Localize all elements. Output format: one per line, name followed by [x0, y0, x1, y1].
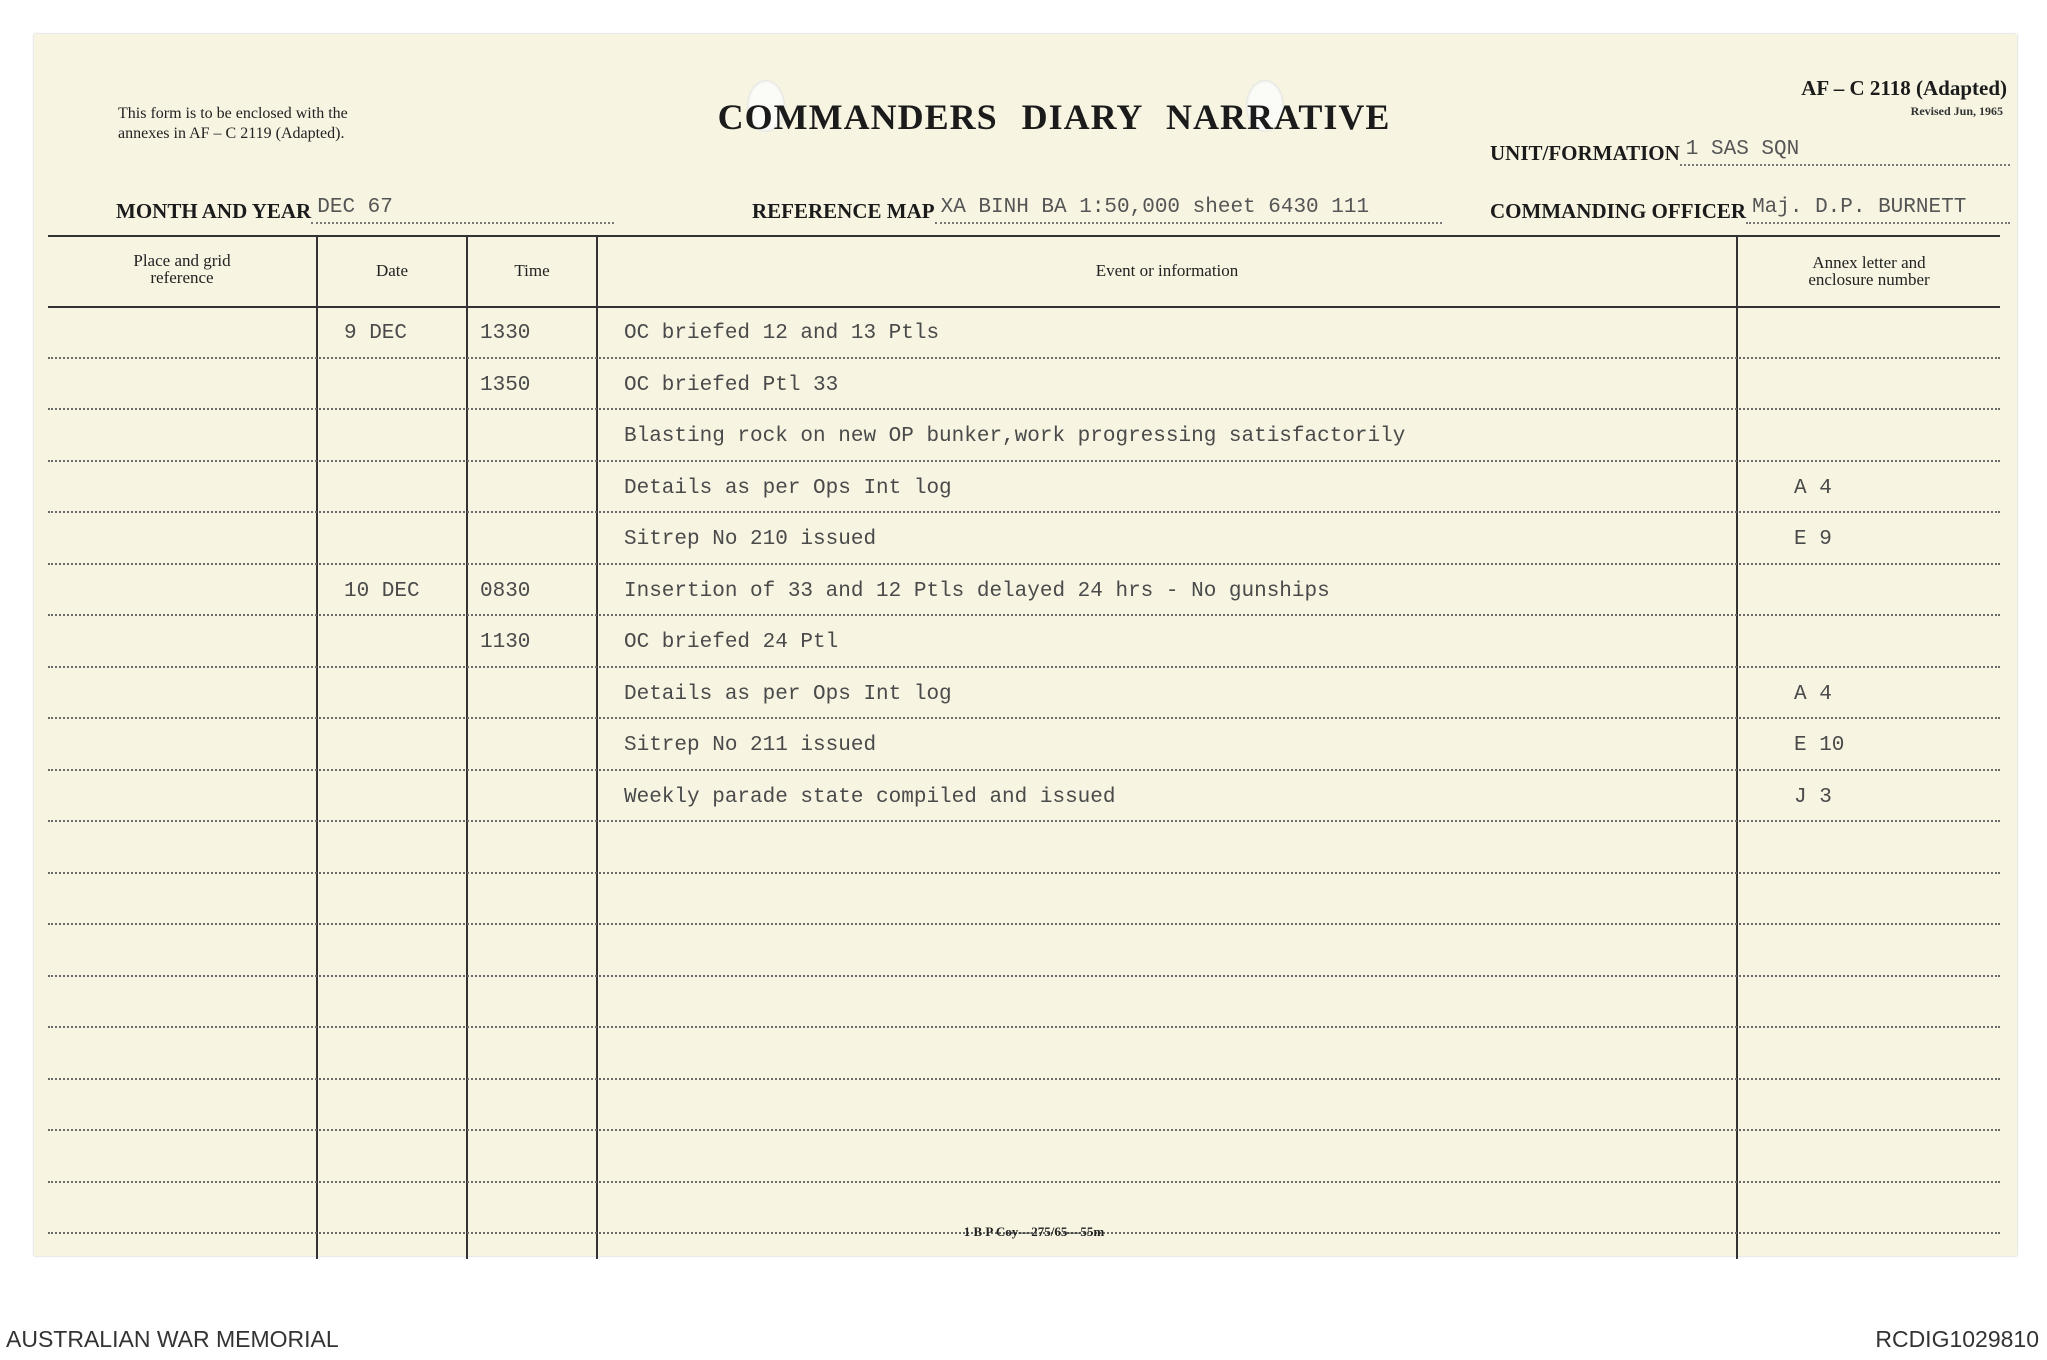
enclosure-note-line-2: annexes in AF – C 2119 (Adapted). [118, 125, 345, 142]
month-year-field [116, 196, 614, 224]
row-dotted-rule [48, 1181, 2000, 1183]
header-annex-line-2: enclosure number [1808, 270, 1930, 289]
row-time: 1350 [480, 373, 531, 397]
row-event: Sitrep No 211 issued [624, 734, 877, 757]
header-place-line-2: reference [150, 268, 214, 287]
unit-formation-label: UNIT/FORMATION [1490, 141, 1680, 165]
row-time: 1130 [480, 631, 531, 654]
row-dotted-rule [48, 923, 2000, 925]
form-title: COMMANDERS DIARY NARRATIVE [717, 97, 1391, 137]
reference-map-field [752, 196, 1442, 224]
revision-date: Revised Jun, 1965 [1910, 104, 2003, 118]
column-divider-event [596, 235, 598, 1259]
row-event: OC briefed 12 and 13 Ptls [624, 322, 940, 345]
enclosure-note [118, 104, 458, 144]
enclosure-note-line-1: This form is to be enclosed with the [118, 105, 348, 122]
commanding-officer-value: Maj. D.P. BURNETT [1746, 196, 2010, 224]
row-dotted-rule [48, 1026, 2000, 1028]
row-annex: J 3 [1794, 785, 1832, 809]
row-dotted-rule [48, 1129, 2000, 1131]
commanding-officer-field [1490, 196, 2010, 224]
row-dotted-rule [48, 872, 2000, 874]
header-place-grid [48, 252, 316, 286]
header-event: Event or information [1095, 261, 1239, 280]
header-time: Time [514, 261, 550, 280]
row-dotted-rule [48, 820, 2000, 822]
header-date: Date [375, 261, 409, 280]
column-divider-time [466, 235, 468, 1259]
row-dotted-rule [48, 511, 2000, 513]
form-number: AF – C 2118 (Adapted) [1801, 76, 2007, 100]
reference-map-label: REFERENCE MAP [752, 199, 935, 223]
row-event: Details as per Ops Int log [624, 476, 952, 500]
printer-imprint: 1 B P Coy—275/65—55m [963, 1224, 1105, 1239]
column-divider-annex [1736, 235, 1738, 1259]
header-place-line-1: Place and grid [133, 251, 231, 270]
column-divider-date [316, 235, 318, 1259]
month-year-value: DEC 67 [311, 196, 614, 224]
commanding-officer-label: COMMANDING OFFICER [1490, 199, 1747, 223]
row-dotted-rule [48, 357, 2000, 359]
row-dotted-rule [48, 769, 2000, 771]
archive-id: RCDIG1029810 [1875, 1326, 2039, 1352]
row-time: 1330 [480, 322, 531, 345]
row-dotted-rule [48, 1078, 2000, 1080]
header-annex [1738, 254, 2000, 288]
row-event: Blasting rock on new OP bunker,work progressing satisfactorily [624, 425, 1406, 448]
month-year-label: MONTH AND YEAR [116, 199, 312, 223]
table-top-rule [48, 235, 2000, 237]
row-event: Weekly parade state compiled and issued [624, 785, 1116, 809]
diary-form-sheet [34, 34, 2017, 1256]
row-event: Details as per Ops Int log [624, 682, 952, 706]
row-event: Sitrep No 210 issued [624, 528, 877, 551]
header-annex-line-1: Annex letter and [1812, 253, 1926, 272]
row-event: OC briefed Ptl 33 [624, 373, 839, 397]
row-annex: E 9 [1794, 528, 1832, 551]
row-dotted-rule [48, 717, 2000, 719]
row-dotted-rule [48, 614, 2000, 616]
row-dotted-rule [48, 563, 2000, 565]
row-event: Insertion of 33 and 12 Ptls delayed 24 hrs - No gunships [624, 579, 1330, 603]
row-annex: A 4 [1794, 476, 1832, 500]
reference-map-value: XA BINH BA 1:50,000 sheet 6430 111 [935, 196, 1442, 224]
row-dotted-rule [48, 460, 2000, 462]
row-dotted-rule [48, 666, 2000, 668]
row-annex: A 4 [1794, 682, 1832, 706]
row-dotted-rule [48, 408, 2000, 410]
row-time: 0830 [480, 579, 531, 603]
unit-formation-field [1490, 138, 2010, 166]
unit-formation-value: 1 SAS SQN [1680, 138, 2010, 166]
row-event: OC briefed 24 Ptl [624, 631, 839, 654]
row-date: 10 DEC [344, 579, 420, 603]
row-annex: E 10 [1794, 734, 1845, 757]
row-dotted-rule [48, 975, 2000, 977]
archive-credit: AUSTRALIAN WAR MEMORIAL [6, 1326, 339, 1352]
table-header-rule [48, 306, 2000, 308]
row-date: 9 DEC [344, 322, 408, 345]
